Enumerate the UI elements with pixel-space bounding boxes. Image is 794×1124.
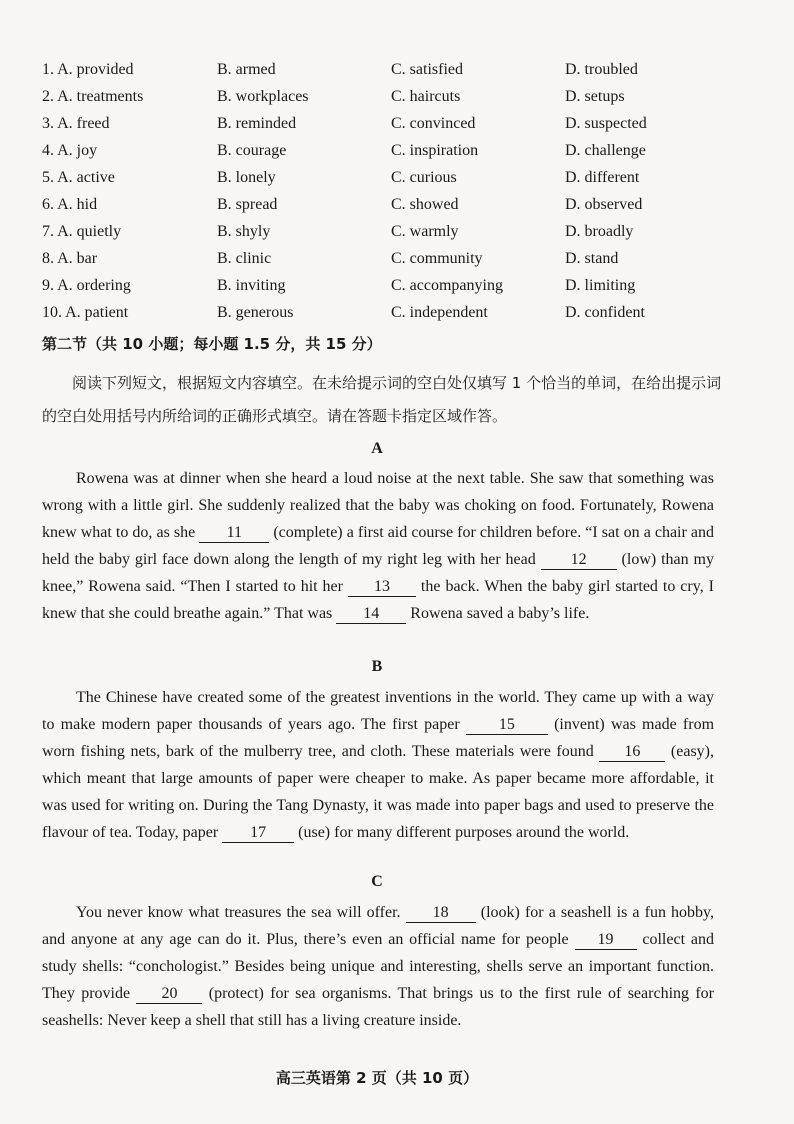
option-a: 2. A. treatments <box>42 88 144 105</box>
passage-text: (easy), which meant that large amounts of paper were cheaper to make. As paper became more affordable, it was used for writing on. During the Tang Dynasty, it was made into paper bags and used to preserve the flavour of tea. Today, paper <box>42 743 715 841</box>
section-instructions: 阅读下列短文，根据短文内容填空。在未给提示词的空白处仅填写 1 个恰当的单词，在给出提示词的空白处用括号内所给词的正确形式填空。请在答题卡指定区域作答。 <box>42 374 722 425</box>
option-row <box>42 195 762 222</box>
passage-c <box>42 899 714 1034</box>
passage-text: (look) for a seashell is a fun hobby, and anyone at any age can do it. Plus, there’s even an official name for people <box>42 904 714 948</box>
passage-text: Rowena saved a baby’s life. <box>406 605 590 622</box>
option-row <box>42 303 762 330</box>
option-row <box>42 276 762 303</box>
option-b: B. clinic <box>217 250 272 267</box>
option-d: D. suspected <box>565 115 647 132</box>
passage-text: You never know what treasures the sea will offer. <box>76 904 406 921</box>
option-b: B. lonely <box>217 169 276 186</box>
option-a: 9. A. ordering <box>42 277 131 294</box>
option-b: B. inviting <box>217 277 286 294</box>
option-b: B. shyly <box>217 223 271 240</box>
option-a: 1. A. provided <box>42 61 134 78</box>
option-a: 8. A. bar <box>42 250 98 267</box>
option-row <box>42 222 762 249</box>
option-c: C. community <box>391 250 483 267</box>
option-a: 4. A. joy <box>42 142 98 159</box>
blank-14: 14 <box>336 605 406 624</box>
option-row <box>42 168 762 195</box>
option-c: C. convinced <box>391 115 476 132</box>
option-c: C. haircuts <box>391 88 461 105</box>
passage-text: (low) than my knee,” Rowena said. “Then I started to hit her <box>42 551 714 595</box>
section-heading: 第二节（共 10 小题；每小题 1.5 分，共 15 分） <box>42 335 382 353</box>
option-d: D. broadly <box>565 223 634 240</box>
option-row <box>42 60 762 87</box>
passage-a <box>42 465 714 627</box>
option-c: C. inspiration <box>391 142 479 159</box>
option-row <box>42 141 762 168</box>
passage-text: The Chinese have created some of the greatest inventions in the world. They came up with a way to make modern paper thousands of years ago. The first paper <box>42 689 714 733</box>
option-b: B. reminded <box>217 115 297 132</box>
blank-13: 13 <box>348 578 416 597</box>
option-row <box>42 249 762 276</box>
passage-b-letter: B <box>371 658 383 675</box>
option-a: 5. A. active <box>42 169 115 186</box>
passage-text: (use) for many different purposes around the world. <box>294 824 630 841</box>
option-d: D. setups <box>565 88 625 105</box>
option-d: D. stand <box>565 250 619 267</box>
blank-20: 20 <box>136 985 202 1004</box>
passage-text: (protect) for sea organisms. That brings us to the first rule of searching for seashells: Never keep a shell that still has a living creature inside. <box>42 985 715 1029</box>
option-c: C. warmly <box>391 223 459 240</box>
option-d: D. confident <box>565 304 645 321</box>
passage-a-letter: A <box>371 440 383 457</box>
option-b: B. courage <box>217 142 287 159</box>
passage-text: collect and study shells: “conchologist.” Besides being unique and interesting, shells serve an important function. They provide <box>42 931 714 1002</box>
option-a: 10. A. patient <box>42 304 129 321</box>
passage-b <box>42 684 714 846</box>
page-footer: 高三英语第 2 页（共 10 页） <box>275 1069 479 1087</box>
option-c: C. accompanying <box>391 277 503 294</box>
passage-text: the back. When the baby girl started to cry, I knew that she could breathe again.” That was <box>42 578 714 622</box>
options-grid <box>42 60 762 330</box>
option-a: 6. A. hid <box>42 196 98 213</box>
option-d: D. observed <box>565 196 643 213</box>
blank-19: 19 <box>575 931 637 950</box>
blank-12: 12 <box>541 551 617 570</box>
option-row <box>42 114 762 141</box>
option-d: D. challenge <box>565 142 646 159</box>
option-c: C. satisfied <box>391 61 463 78</box>
option-b: B. workplaces <box>217 88 309 105</box>
passage-text: Rowena was at dinner when she heard a loud noise at the next table. She saw that something was wrong with a little girl. She suddenly realized that the baby was choking on food. Fortunately, Rowena knew what to do, as she <box>42 470 714 541</box>
blank-15: 15 <box>466 716 548 735</box>
blank-11: 11 <box>199 524 269 543</box>
option-a: 3. A. freed <box>42 115 110 132</box>
blank-17: 17 <box>222 824 294 843</box>
option-c: C. independent <box>391 304 488 321</box>
option-d: D. limiting <box>565 277 636 294</box>
option-c: C. curious <box>391 169 457 186</box>
option-b: B. spread <box>217 196 278 213</box>
option-row <box>42 87 762 114</box>
passage-c-letter: C <box>371 873 383 890</box>
passage-text: (invent) was made from worn fishing nets, bark of the mulberry tree, and cloth. These materials were found <box>42 716 715 760</box>
passage-text: (complete) a first aid course for children before. “I sat on a chair and held the baby girl face down along the length of my right leg with her head <box>42 524 715 568</box>
option-c: C. showed <box>391 196 459 213</box>
option-d: D. different <box>565 169 640 186</box>
option-a: 7. A. quietly <box>42 223 122 240</box>
blank-18: 18 <box>406 904 476 923</box>
option-b: B. armed <box>217 61 276 78</box>
blank-16: 16 <box>599 743 665 762</box>
option-d: D. troubled <box>565 61 638 78</box>
option-b: B. generous <box>217 304 294 321</box>
